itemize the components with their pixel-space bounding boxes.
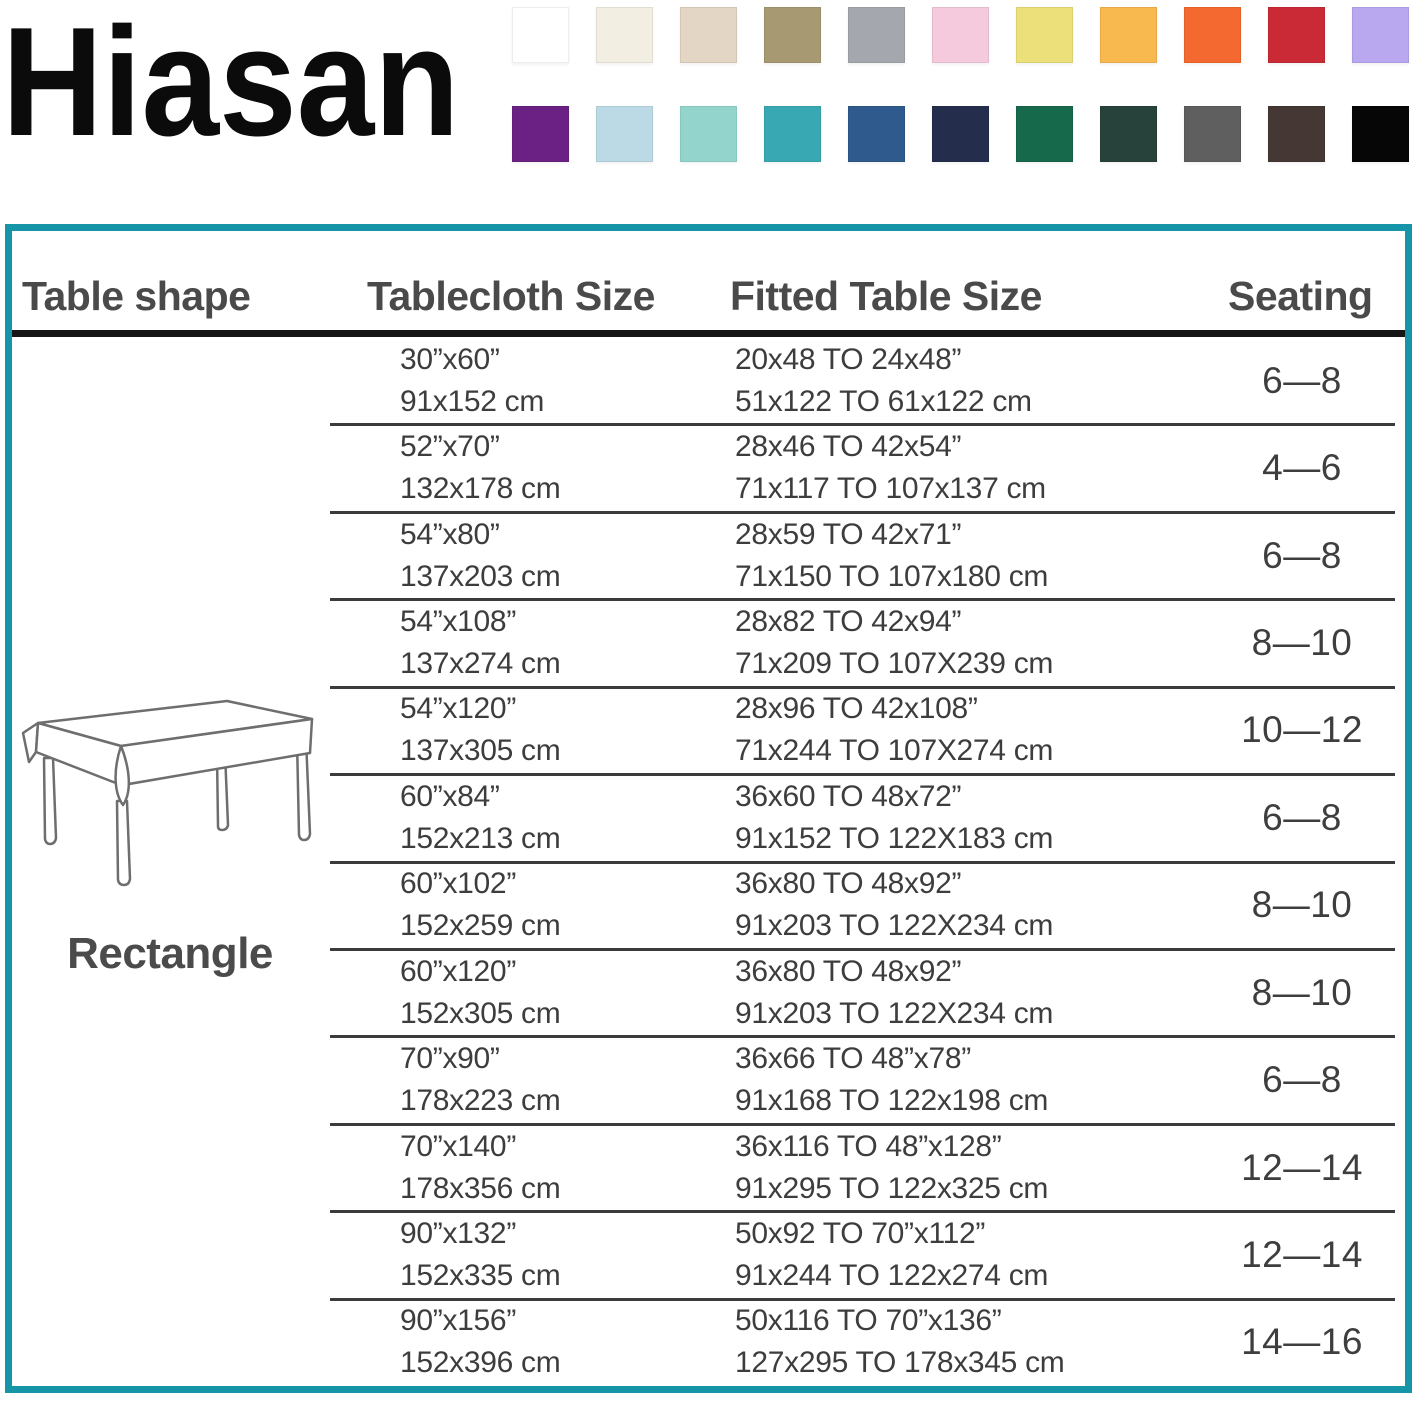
swatch-white	[512, 7, 569, 63]
tablecloth-size-cm: 152x213 cm	[400, 821, 561, 855]
tablecloth-size-inches: 30”x60”	[400, 342, 500, 376]
seating-range: 12—14	[1241, 1146, 1363, 1188]
tablecloth-size-inches: 70”x90”	[400, 1042, 500, 1076]
fitted-size-inches: 28x96 TO 42x108”	[735, 692, 978, 726]
tablecloth-size-inches: 60”x84”	[400, 779, 500, 813]
fitted-size-cm: 71x244 TO 107X274 cm	[735, 734, 1054, 768]
swatch-yellow	[1016, 7, 1073, 63]
fitted-size-inches: 36x80 TO 48x92”	[735, 954, 962, 988]
seating-range: 10—12	[1241, 709, 1363, 751]
tablecloth-size-cm: 137x305 cm	[400, 734, 561, 768]
table-row	[12, 424, 1405, 511]
swatch-aqua	[680, 106, 737, 162]
tablecloth-size-inches: 54”x80”	[400, 517, 500, 551]
tablecloth-size-inches: 54”x120”	[400, 692, 517, 726]
tablecloth-size-inches: 70”x140”	[400, 1129, 517, 1163]
tablecloth-size-cm: 132x178 cm	[400, 472, 561, 506]
table-row	[12, 1124, 1405, 1211]
swatch-steel-blue	[848, 106, 905, 162]
swatch-navy	[932, 106, 989, 162]
swatch-dark-gray	[1184, 106, 1241, 162]
seating-range: 6—8	[1262, 359, 1342, 401]
table-row	[12, 512, 1405, 599]
tablecloth-size-inches: 60”x102”	[400, 867, 517, 901]
fitted-size-cm: 91x203 TO 122X234 cm	[735, 909, 1054, 943]
swatch-dark-brown	[1268, 106, 1325, 162]
swatch-lavender	[1352, 7, 1409, 63]
column-header-table-shape: Table shape	[22, 273, 251, 319]
seating-range: 6—8	[1262, 534, 1342, 576]
tablecloth-size-cm: 152x259 cm	[400, 909, 561, 943]
seating-range: 14—16	[1241, 1321, 1363, 1363]
tablecloth-size-inches: 52”x70”	[400, 430, 500, 464]
fitted-size-cm: 91x168 TO 122x198 cm	[735, 1084, 1049, 1118]
fitted-size-inches: 36x60 TO 48x72”	[735, 779, 962, 813]
fitted-size-inches: 36x116 TO 48”x128”	[735, 1129, 1002, 1163]
column-header-fitted-table-size: Fitted Table Size	[730, 273, 1042, 319]
fitted-size-cm: 91x295 TO 122x325 cm	[735, 1171, 1049, 1205]
tablecloth-size-inches: 54”x108”	[400, 604, 517, 638]
fitted-size-cm: 91x244 TO 122x274 cm	[735, 1258, 1049, 1292]
seating-range: 8—10	[1251, 971, 1353, 1013]
fitted-size-cm: 71x117 TO 107x137 cm	[735, 472, 1046, 506]
seating-range: 6—8	[1262, 1059, 1342, 1101]
swatch-teal	[764, 106, 821, 162]
seating-range: 8—10	[1251, 884, 1353, 926]
fitted-size-inches: 28x82 TO 42x94”	[735, 604, 962, 638]
swatch-dark-green	[1100, 106, 1157, 162]
swatch-light-blue	[596, 106, 653, 162]
swatch-red	[1268, 7, 1325, 63]
seating-range: 12—14	[1241, 1233, 1363, 1275]
table-row	[12, 337, 1405, 424]
table-row	[12, 1211, 1405, 1298]
fitted-size-cm: 91x152 TO 122X183 cm	[735, 821, 1054, 855]
fitted-size-inches: 36x66 TO 48”x78”	[735, 1042, 971, 1076]
swatch-purple	[512, 106, 569, 162]
seating-range: 4—6	[1262, 447, 1342, 489]
table-row	[12, 1299, 1405, 1386]
shape-label: Rectangle	[67, 929, 273, 978]
fitted-size-inches: 28x46 TO 42x54”	[735, 430, 962, 464]
table-row	[12, 1036, 1405, 1123]
swatch-pink	[932, 7, 989, 63]
size-chart-table	[5, 224, 1412, 1393]
fitted-size-inches: 36x80 TO 48x92”	[735, 867, 962, 901]
brand-logo: Hiasan	[2, 0, 460, 168]
tablecloth-size-cm: 152x396 cm	[400, 1346, 561, 1380]
tablecloth-size-cm: 137x274 cm	[400, 646, 561, 680]
tablecloth-size-cm: 152x305 cm	[400, 996, 561, 1030]
fitted-size-cm: 71x209 TO 107X239 cm	[735, 646, 1054, 680]
tablecloth-size-inches: 60”x120”	[400, 954, 517, 988]
fitted-size-cm: 91x203 TO 122X234 cm	[735, 996, 1054, 1030]
tablecloth-size-cm: 152x335 cm	[400, 1258, 561, 1292]
swatch-emerald	[1016, 106, 1073, 162]
fitted-size-inches: 28x59 TO 42x71”	[735, 517, 962, 551]
swatch-orange	[1184, 7, 1241, 63]
swatch-gold	[1100, 7, 1157, 63]
color-swatch-grid	[512, 7, 1409, 162]
table-row	[12, 599, 1405, 686]
tablecloth-size-cm: 178x356 cm	[400, 1171, 561, 1205]
tablecloth-size-inches: 90”x156”	[400, 1304, 517, 1338]
swatch-black	[1352, 106, 1409, 162]
tablecloth-size-cm: 137x203 cm	[400, 559, 561, 593]
size-chart-header-row	[12, 231, 1405, 337]
rectangle-table-icon	[20, 696, 320, 891]
tablecloth-size-inches: 90”x132”	[400, 1216, 517, 1250]
swatch-gray	[848, 7, 905, 63]
fitted-size-cm: 51x122 TO 61x122 cm	[735, 384, 1032, 418]
fitted-size-inches: 20x48 TO 24x48”	[735, 342, 962, 376]
seating-range: 6—8	[1262, 796, 1342, 838]
column-header-seating: Seating	[1228, 273, 1373, 319]
swatch-ivory	[596, 7, 653, 63]
tablecloth-size-cm: 91x152 cm	[400, 384, 545, 418]
swatch-beige	[680, 7, 737, 63]
seating-range: 8—10	[1251, 621, 1353, 663]
tablecloth-size-cm: 178x223 cm	[400, 1084, 561, 1118]
fitted-size-inches: 50x116 TO 70”x136”	[735, 1304, 1002, 1338]
column-header-tablecloth-size: Tablecloth Size	[367, 273, 655, 319]
swatch-khaki	[764, 7, 821, 63]
fitted-size-cm: 71x150 TO 107x180 cm	[735, 559, 1049, 593]
fitted-size-inches: 50x92 TO 70”x112”	[735, 1216, 986, 1250]
fitted-size-cm: 127x295 TO 178x345 cm	[735, 1346, 1065, 1380]
